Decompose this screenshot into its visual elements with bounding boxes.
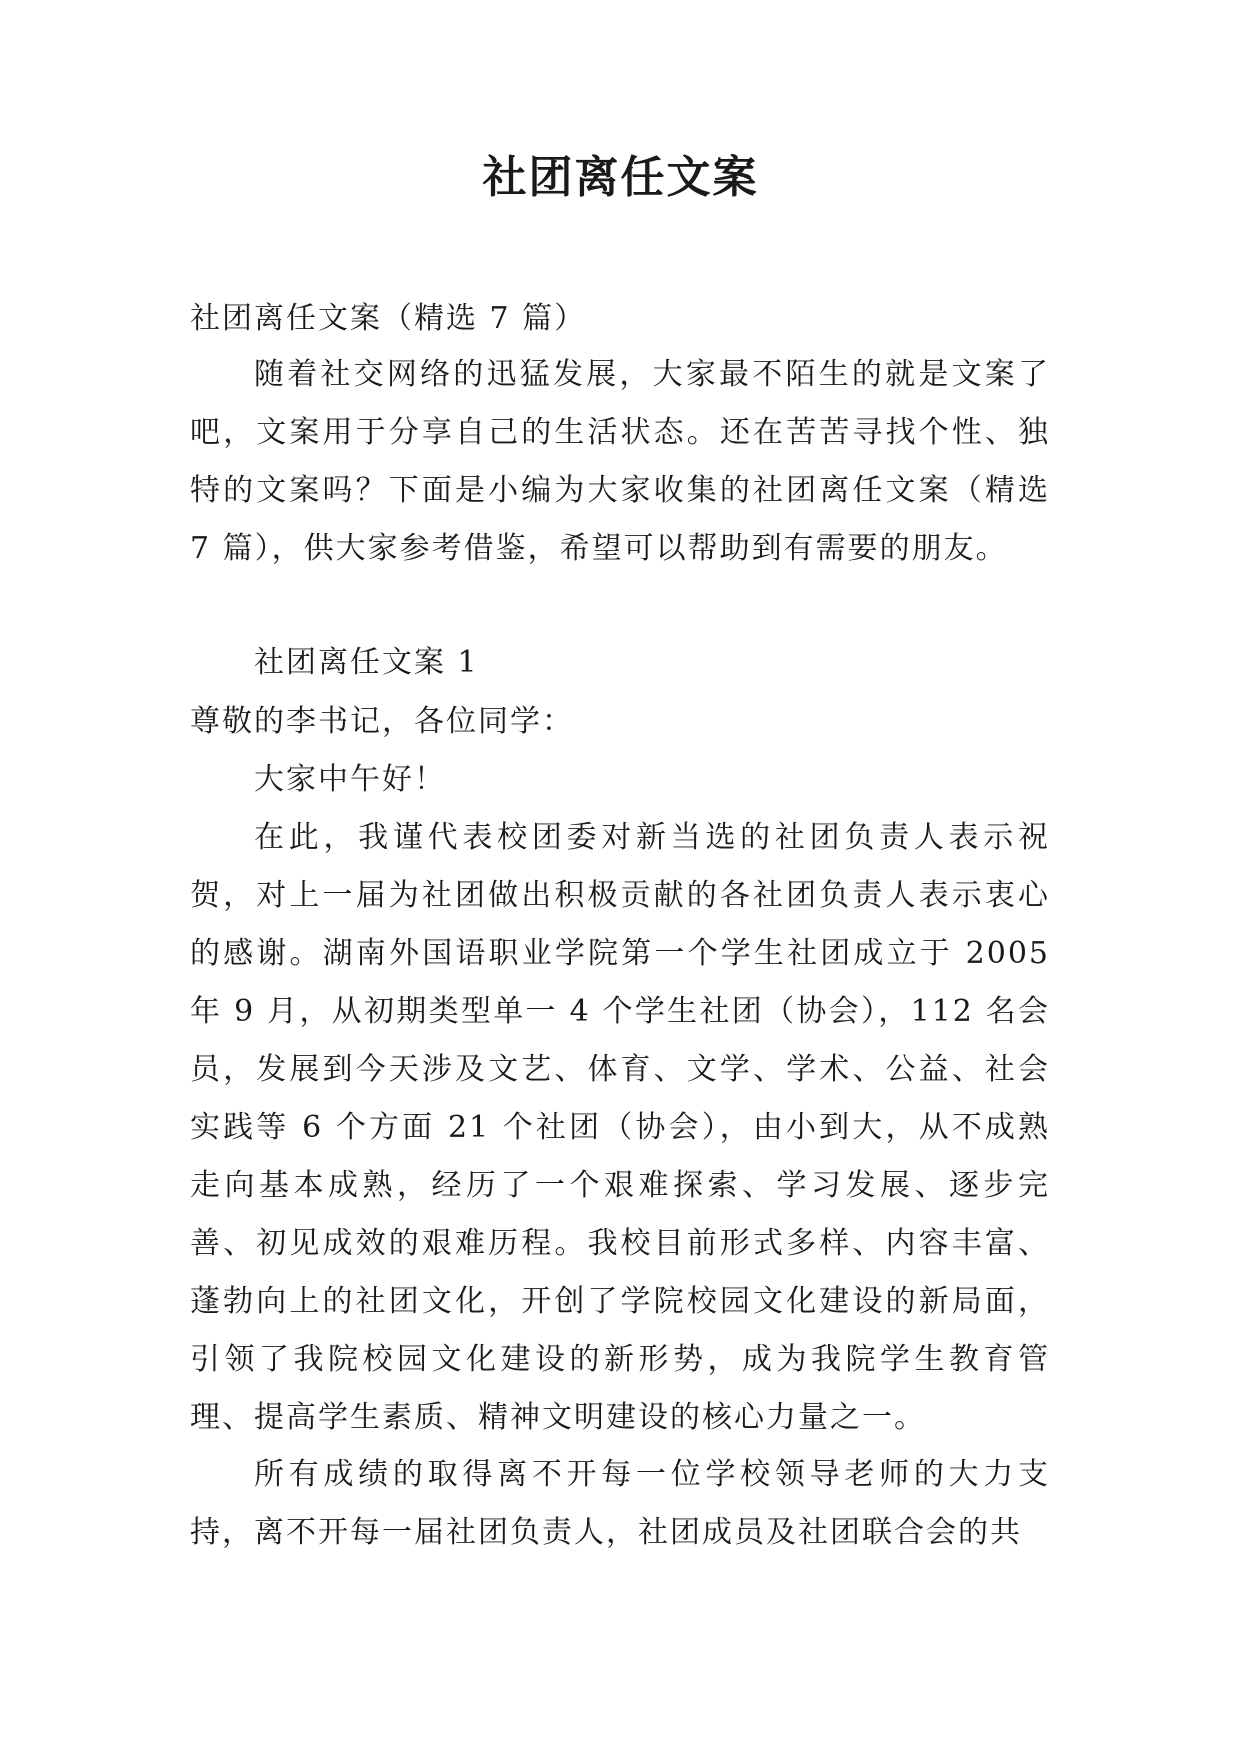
greeting: 大家中午好！ — [254, 762, 446, 797]
document-title: 社团离任文案 — [482, 152, 759, 203]
intro-paragraph: 随着社交网络的迅猛发展，大家最不陌生的就是文案了吧，文案用于分享自己的生活状态。还在苦苦寻找个性、独特的文案吗？下面是小编为大家收集的社团离任文案（精选 7 篇），供大家参考借鉴，希望可以帮助到有需要的朋友。 — [190, 357, 1050, 566]
document-subtitle: 社团离任文案（精选 7 篇） — [190, 301, 587, 336]
section-heading: 社团离任文案 1 — [254, 645, 479, 680]
body-paragraph: 所有成绩的取得离不开每一位学校领导老师的大力支持，离不开每一届社团负责人，社团成员及社团联合会的共 — [190, 1457, 1050, 1550]
salutation: 尊敬的李书记，各位同学： — [190, 704, 574, 739]
body-paragraph: 在此，我谨代表校团委对新当选的社团负责人表示祝贺，对上一届为社团做出积极贡献的各社团负责人表示衷心的感谢。湖南外国语职业学院第一个学生社团成立于 2005 年 9 月，从初期类型单一 4 个学生社团（协会），112 名会员，发展到今天涉及文艺、体育、文学、学术、公益、社会实践等 6 个方面 21 个社团（协会），由小到大，从不成熟走向基本成熟，经历了一个艰难探索、学习发展、逐步完善、初见成效的艰难历程。我校目前形式多样、内容丰富、蓬勃向上的社团文化，开创了学院校园文化建设的新局面，引领了我院校园文化建设的新形势，成为我院学生教育管理、提高学生素质、精神文明建设的核心力量之一。 — [190, 820, 1050, 1435]
